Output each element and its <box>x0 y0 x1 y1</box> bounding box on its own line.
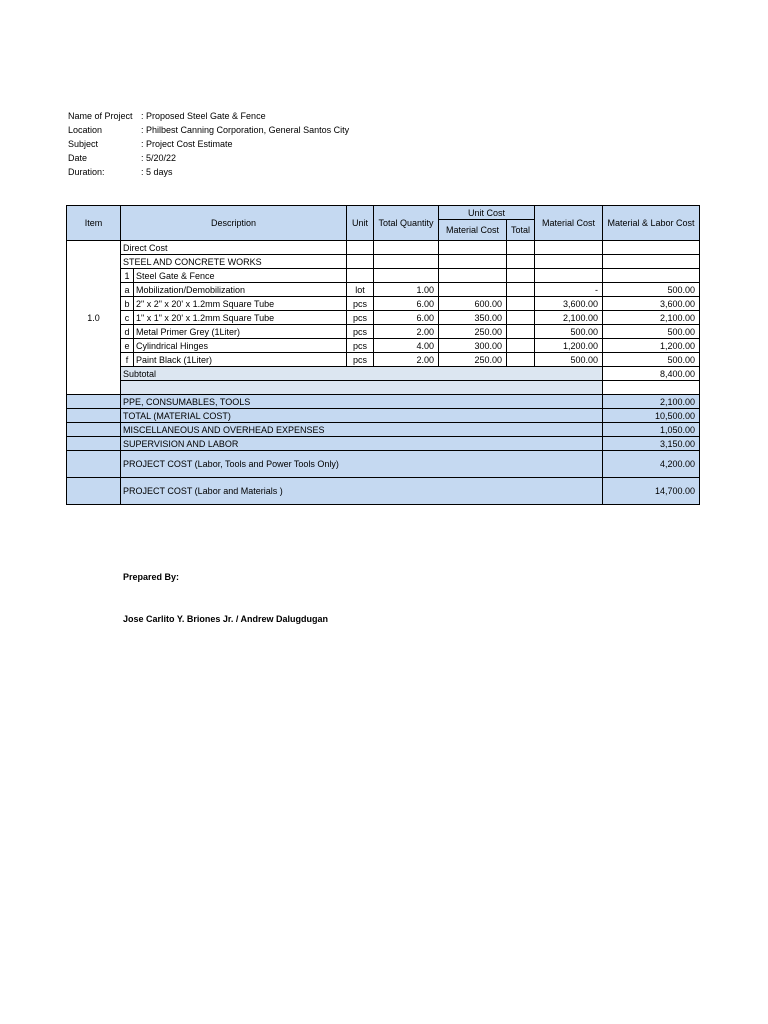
row-letter: d <box>121 325 134 339</box>
row-material-labor-cost: 3,600.00 <box>603 297 700 311</box>
location-label: Location <box>68 125 103 135</box>
subtotal-row <box>67 367 700 381</box>
summary-item-cell <box>67 409 121 423</box>
summary-value: 10,500.00 <box>603 409 700 423</box>
header-item: Item <box>67 206 121 241</box>
header-unit-total: Total <box>507 220 535 241</box>
row-unit-total <box>507 325 535 339</box>
row-unit-total <box>507 311 535 325</box>
project-name-row <box>68 109 349 123</box>
duration-row <box>68 165 349 179</box>
table-row <box>67 339 700 353</box>
summary-row <box>67 437 700 451</box>
row-unit: pcs <box>347 325 374 339</box>
row-unit: lot <box>347 283 374 297</box>
row-letter: c <box>121 311 134 325</box>
table-row <box>67 297 700 311</box>
subject-value: : Project Cost Estimate <box>141 139 233 149</box>
summary-value: 2,100.00 <box>603 395 700 409</box>
row-description: Metal Primer Grey (1Liter) <box>134 325 347 339</box>
header-description: Description <box>121 206 347 241</box>
summary-row <box>67 451 700 478</box>
row-letter: a <box>121 283 134 297</box>
table-row <box>67 325 700 339</box>
row-material-labor-cost: 1,200.00 <box>603 339 700 353</box>
project-name-value: : Proposed Steel Gate & Fence <box>141 111 266 121</box>
row-unit: pcs <box>347 339 374 353</box>
row-letter: f <box>121 353 134 367</box>
row-unit-material-cost: 600.00 <box>439 297 507 311</box>
row-unit-total <box>507 283 535 297</box>
row-material-labor-cost: 500.00 <box>603 353 700 367</box>
row-unit-material-cost: 250.00 <box>439 353 507 367</box>
header-unit: Unit <box>347 206 374 241</box>
subject-row <box>68 137 349 151</box>
table-row <box>67 311 700 325</box>
row-description: Mobilization/Demobilization <box>134 283 347 297</box>
summary-row <box>67 478 700 505</box>
group-row <box>67 269 700 283</box>
project-header <box>68 109 349 179</box>
date-row <box>68 151 349 165</box>
group-label: Steel Gate & Fence <box>134 269 347 283</box>
section-row <box>67 255 700 269</box>
subject-label: Subject <box>68 139 99 149</box>
row-material-labor-cost: 2,100.00 <box>603 311 700 325</box>
summary-label: PROJECT COST (Labor, Tools and Power Tools Only) <box>121 451 603 478</box>
duration-label: Duration: <box>68 167 105 177</box>
header-material-labor-cost: Material & Labor Cost <box>603 206 700 241</box>
row-unit-material-cost <box>439 283 507 297</box>
row-unit-total <box>507 353 535 367</box>
date-label: Date <box>68 153 88 163</box>
row-material-cost: 3,600.00 <box>535 297 603 311</box>
direct-cost-label: Direct Cost <box>121 241 347 255</box>
row-material-cost: 1,200.00 <box>535 339 603 353</box>
header-unit-material-cost: Material Cost <box>439 220 507 241</box>
row-letter: b <box>121 297 134 311</box>
subtotal-label: Subtotal <box>121 367 603 381</box>
row-quantity: 4.00 <box>374 339 439 353</box>
table-header-row <box>67 206 700 220</box>
row-material-cost: 500.00 <box>535 325 603 339</box>
summary-item-cell <box>67 423 121 437</box>
date-value: : 5/20/22 <box>141 153 177 163</box>
row-quantity: 6.00 <box>374 297 439 311</box>
header-unit-cost: Unit Cost <box>439 206 535 220</box>
prepared-by-names: Jose Carlito Y. Briones Jr. / Andrew Dalugdugan <box>123 614 329 624</box>
row-unit-material-cost: 350.00 <box>439 311 507 325</box>
group-number: 1 <box>121 269 134 283</box>
table-row <box>67 353 700 367</box>
location-row <box>68 123 349 137</box>
row-material-cost: - <box>535 283 603 297</box>
row-unit: pcs <box>347 297 374 311</box>
row-quantity: 1.00 <box>374 283 439 297</box>
summary-label: PPE, CONSUMABLES, TOOLS <box>121 395 603 409</box>
prepared-by-label: Prepared By: <box>123 572 180 582</box>
spacer-cell <box>121 381 603 395</box>
summary-label: TOTAL (MATERIAL COST) <box>121 409 603 423</box>
summary-label: SUPERVISION AND LABOR <box>121 437 603 451</box>
summary-label: PROJECT COST (Labor and Materials ) <box>121 478 603 505</box>
row-unit-material-cost: 300.00 <box>439 339 507 353</box>
summary-row <box>67 395 700 409</box>
row-description: Paint Black (1Liter) <box>134 353 347 367</box>
project-name-label: Name of Project <box>68 111 133 121</box>
summary-row <box>67 409 700 423</box>
item-number: 1.0 <box>67 241 121 395</box>
row-quantity: 2.00 <box>374 325 439 339</box>
header-material-cost: Material Cost <box>535 206 603 241</box>
row-unit-total <box>507 297 535 311</box>
summary-row <box>67 423 700 437</box>
cost-estimate-table <box>66 205 700 505</box>
summary-label: MISCELLANEOUS AND OVERHEAD EXPENSES <box>121 423 603 437</box>
row-unit-material-cost: 250.00 <box>439 325 507 339</box>
row-quantity: 2.00 <box>374 353 439 367</box>
table-row <box>67 283 700 297</box>
summary-item-cell <box>67 451 121 478</box>
row-unit: pcs <box>347 311 374 325</box>
summary-value: 14,700.00 <box>603 478 700 505</box>
row-description: 2" x 2" x 20' x 1.2mm Square Tube <box>134 297 347 311</box>
row-material-cost: 500.00 <box>535 353 603 367</box>
row-letter: e <box>121 339 134 353</box>
summary-value: 3,150.00 <box>603 437 700 451</box>
row-unit-total <box>507 339 535 353</box>
row-material-labor-cost: 500.00 <box>603 283 700 297</box>
direct-cost-row <box>67 241 700 255</box>
row-description: 1" x 1" x 20' x 1.2mm Square Tube <box>134 311 347 325</box>
spacer-cell-right <box>603 381 700 395</box>
summary-item-cell <box>67 437 121 451</box>
header-total-quantity: Total Quantity <box>374 206 439 241</box>
row-material-cost: 2,100.00 <box>535 311 603 325</box>
location-value: : Philbest Canning Corporation, General Santos City <box>141 125 350 135</box>
row-unit: pcs <box>347 353 374 367</box>
duration-value: : 5 days <box>141 167 173 177</box>
summary-value: 4,200.00 <box>603 451 700 478</box>
row-description: Cylindrical Hinges <box>134 339 347 353</box>
summary-item-cell <box>67 478 121 505</box>
summary-item-cell <box>67 395 121 409</box>
spacer-row <box>67 381 700 395</box>
summary-value: 1,050.00 <box>603 423 700 437</box>
subtotal-value: 8,400.00 <box>603 367 700 381</box>
section-label: STEEL AND CONCRETE WORKS <box>121 255 347 269</box>
row-material-labor-cost: 500.00 <box>603 325 700 339</box>
row-quantity: 6.00 <box>374 311 439 325</box>
